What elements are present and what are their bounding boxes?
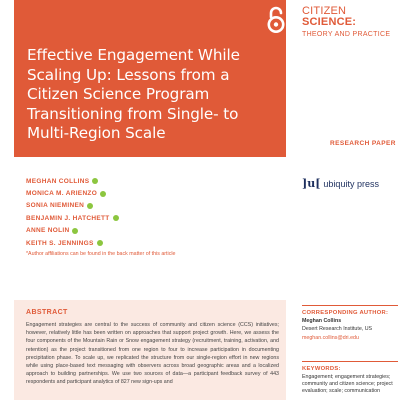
corresponding-author-name: Meghan Collins: [302, 318, 342, 324]
keywords-block: [302, 361, 398, 395]
journal-name-prefix: CITIZEN: [302, 5, 347, 17]
author-name[interactable]: [26, 175, 175, 187]
article-sidebar: [302, 305, 398, 395]
corresponding-author-institution: Desert Research Institute, US: [302, 326, 373, 332]
author-name-text: MONICA M. ARIENZO: [26, 190, 98, 198]
title-banner: [14, 0, 286, 157]
author-name-text: SONIA NIEMINEN: [26, 202, 85, 210]
divider: [302, 305, 398, 306]
abstract-heading: ABSTRACT: [26, 309, 68, 316]
orcid-icon[interactable]: [100, 191, 106, 197]
author-name[interactable]: [26, 237, 175, 249]
journal-subtitle: THEORY AND PRACTICE: [302, 31, 391, 38]
author-name[interactable]: [26, 200, 175, 212]
journal-name[interactable]: [302, 6, 400, 40]
publisher-name: ubiquity press: [323, 178, 379, 189]
author-list: [26, 175, 175, 257]
author-name-text: ANNE NOLIN: [26, 227, 70, 235]
author-name[interactable]: [26, 225, 175, 237]
open-access-icon: [264, 6, 288, 34]
author-name[interactable]: [26, 187, 175, 199]
divider: [302, 361, 398, 362]
publisher-mark: ]u[: [302, 177, 321, 190]
orcid-icon[interactable]: [87, 203, 93, 209]
corresponding-author-email[interactable]: meghan.collins@dri.edu: [302, 335, 359, 341]
orcid-icon[interactable]: [113, 215, 119, 221]
article-title: Effective Engagement While Scaling Up: Lessons from a Citizen Science Program Transitioning from Single- to Multi-Region Scale: [27, 46, 240, 142]
orcid-icon[interactable]: [92, 178, 98, 184]
corresponding-author-heading: CORRESPONDING AUTHOR:: [302, 310, 389, 316]
author-name[interactable]: [26, 212, 175, 224]
publisher-logo[interactable]: [302, 177, 379, 190]
author-name-text: BENJAMIN J. HATCHETT: [26, 214, 110, 222]
affiliation-note: *Author affiliations can be found in the back matter of this article: [26, 251, 176, 258]
abstract-body: Engagement strategies are central to the success of community and citizen science (CCS) initiatives; however, relatively little has been written on approaches that support project growth. Here, we assess the four components of the Mountain Rain or Snow engagement strategy (recruitment, training, activation, and retention) as the project transitioned from one region to four to increase participation in documenting precipitation phase. To scale up, we replicated the structure from our single-region effort in new regions while using place-based text messaging with observers across broad geographic areas and a localized approach to building partnerships. We use two sources of data—a participant feedback survey of 443 respondents and participant analytics of 827 new sign-ups and: [26, 322, 279, 386]
journal-name-bold: SCIENCE:: [302, 16, 357, 28]
author-name-text: KEITH S. JENNINGS: [26, 239, 94, 247]
keywords-heading: KEYWORDS:: [302, 366, 341, 372]
orcid-icon[interactable]: [72, 228, 78, 234]
orcid-icon[interactable]: [97, 240, 103, 246]
keywords-text: Engagement; engagement strategies; community and citizen science; project evaluation; scale; communication: [302, 374, 393, 394]
author-name-text: MEGHAN COLLINS: [26, 177, 90, 185]
article-type: RESEARCH PAPER: [330, 140, 396, 147]
